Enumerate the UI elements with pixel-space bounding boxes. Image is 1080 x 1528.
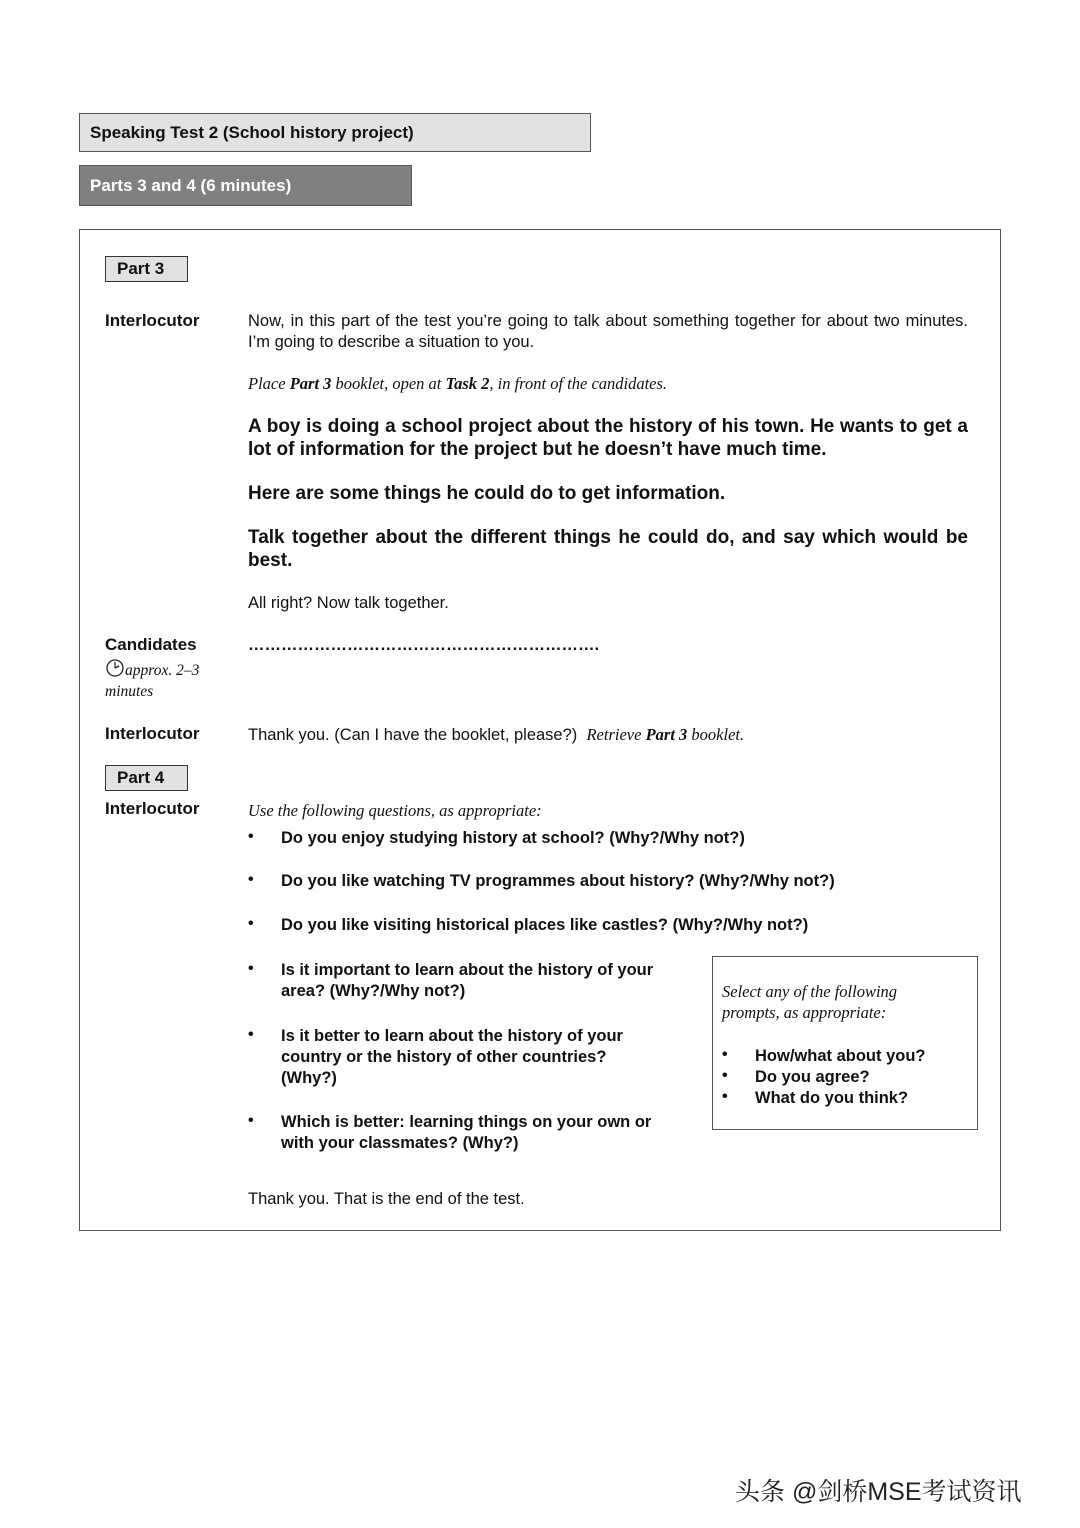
thanks-text: Thank you. (Can I have the booklet, please?) Retrieve Part 3 booklet. — [248, 725, 745, 744]
prompt-1: How/what about you? — [755, 1047, 926, 1065]
question-6: Which is better: learning things on your own or with your classmates? (Why?) — [281, 1113, 652, 1152]
question-1: Do you enjoy studying history at school? (Why?/Why not?) — [281, 829, 745, 847]
prompt-2: Do you agree? — [755, 1068, 870, 1086]
prompts-intro: Select any of the following prompts, as appropriate: — [722, 982, 898, 1022]
bullet: • — [248, 915, 254, 932]
part3-label: Part 3 — [105, 256, 188, 282]
question-4: Is it important to learn about the history of your area? (Why?/Why not?) — [281, 961, 654, 1000]
interlocutor-label-3: Interlocutor — [105, 799, 200, 818]
interlocutor-label: Interlocutor — [105, 311, 200, 330]
intro-text: Now, in this part of the test you’re going to talk about something together for about two minutes. I’m going to describe a situation to you. — [248, 312, 968, 351]
candidates-label: Candidates — [105, 635, 197, 654]
dots-line: ………………………………………………………. — [248, 636, 600, 654]
part4-label: Part 4 — [105, 765, 188, 791]
closing-text: Thank you. That is the end of the test. — [248, 1190, 525, 1208]
prompt-3: What do you think? — [755, 1089, 909, 1107]
bullet: • — [248, 828, 254, 845]
question-3: Do you like visiting historical places like castles? (Why?/Why not?) — [281, 916, 809, 934]
parts-subtitle: Parts 3 and 4 (6 minutes) — [79, 165, 412, 206]
clock-icon — [105, 658, 125, 678]
start-text: All right? Now talk together. — [248, 594, 449, 612]
task-text: Talk together about the different things he could do, and say which would be best. — [248, 527, 968, 571]
interlocutor-label-2: Interlocutor — [105, 724, 200, 743]
questions-instruction: Use the following questions, as appropriate: — [248, 801, 542, 820]
bullet: • — [248, 871, 254, 888]
question-5: Is it better to learn about the history of your country or the history of other countries? (Why?) — [281, 1027, 623, 1087]
bullet: • — [722, 1067, 728, 1084]
bullet: • — [722, 1046, 728, 1063]
booklet-instruction: Place Part 3 booklet, open at Task 2, in front of the candidates. — [248, 374, 668, 393]
bullet: • — [248, 960, 254, 977]
timing-note: approx. 2–3 minutes — [105, 658, 225, 702]
watermark: 头条 @剑桥MSE考试资讯 — [735, 1478, 1022, 1506]
situation-text: A boy is doing a school project about the history of his town. He wants to get a lot of information for the project but he doesn’t have much time. — [248, 416, 968, 460]
question-2: Do you like watching TV programmes about history? (Why?/Why not?) — [281, 872, 835, 890]
bullet: • — [248, 1026, 254, 1043]
bullet: • — [722, 1088, 728, 1105]
bullet: • — [248, 1112, 254, 1129]
test-title: Speaking Test 2 (School history project) — [79, 113, 591, 152]
things-text: Here are some things he could do to get information. — [248, 483, 726, 504]
